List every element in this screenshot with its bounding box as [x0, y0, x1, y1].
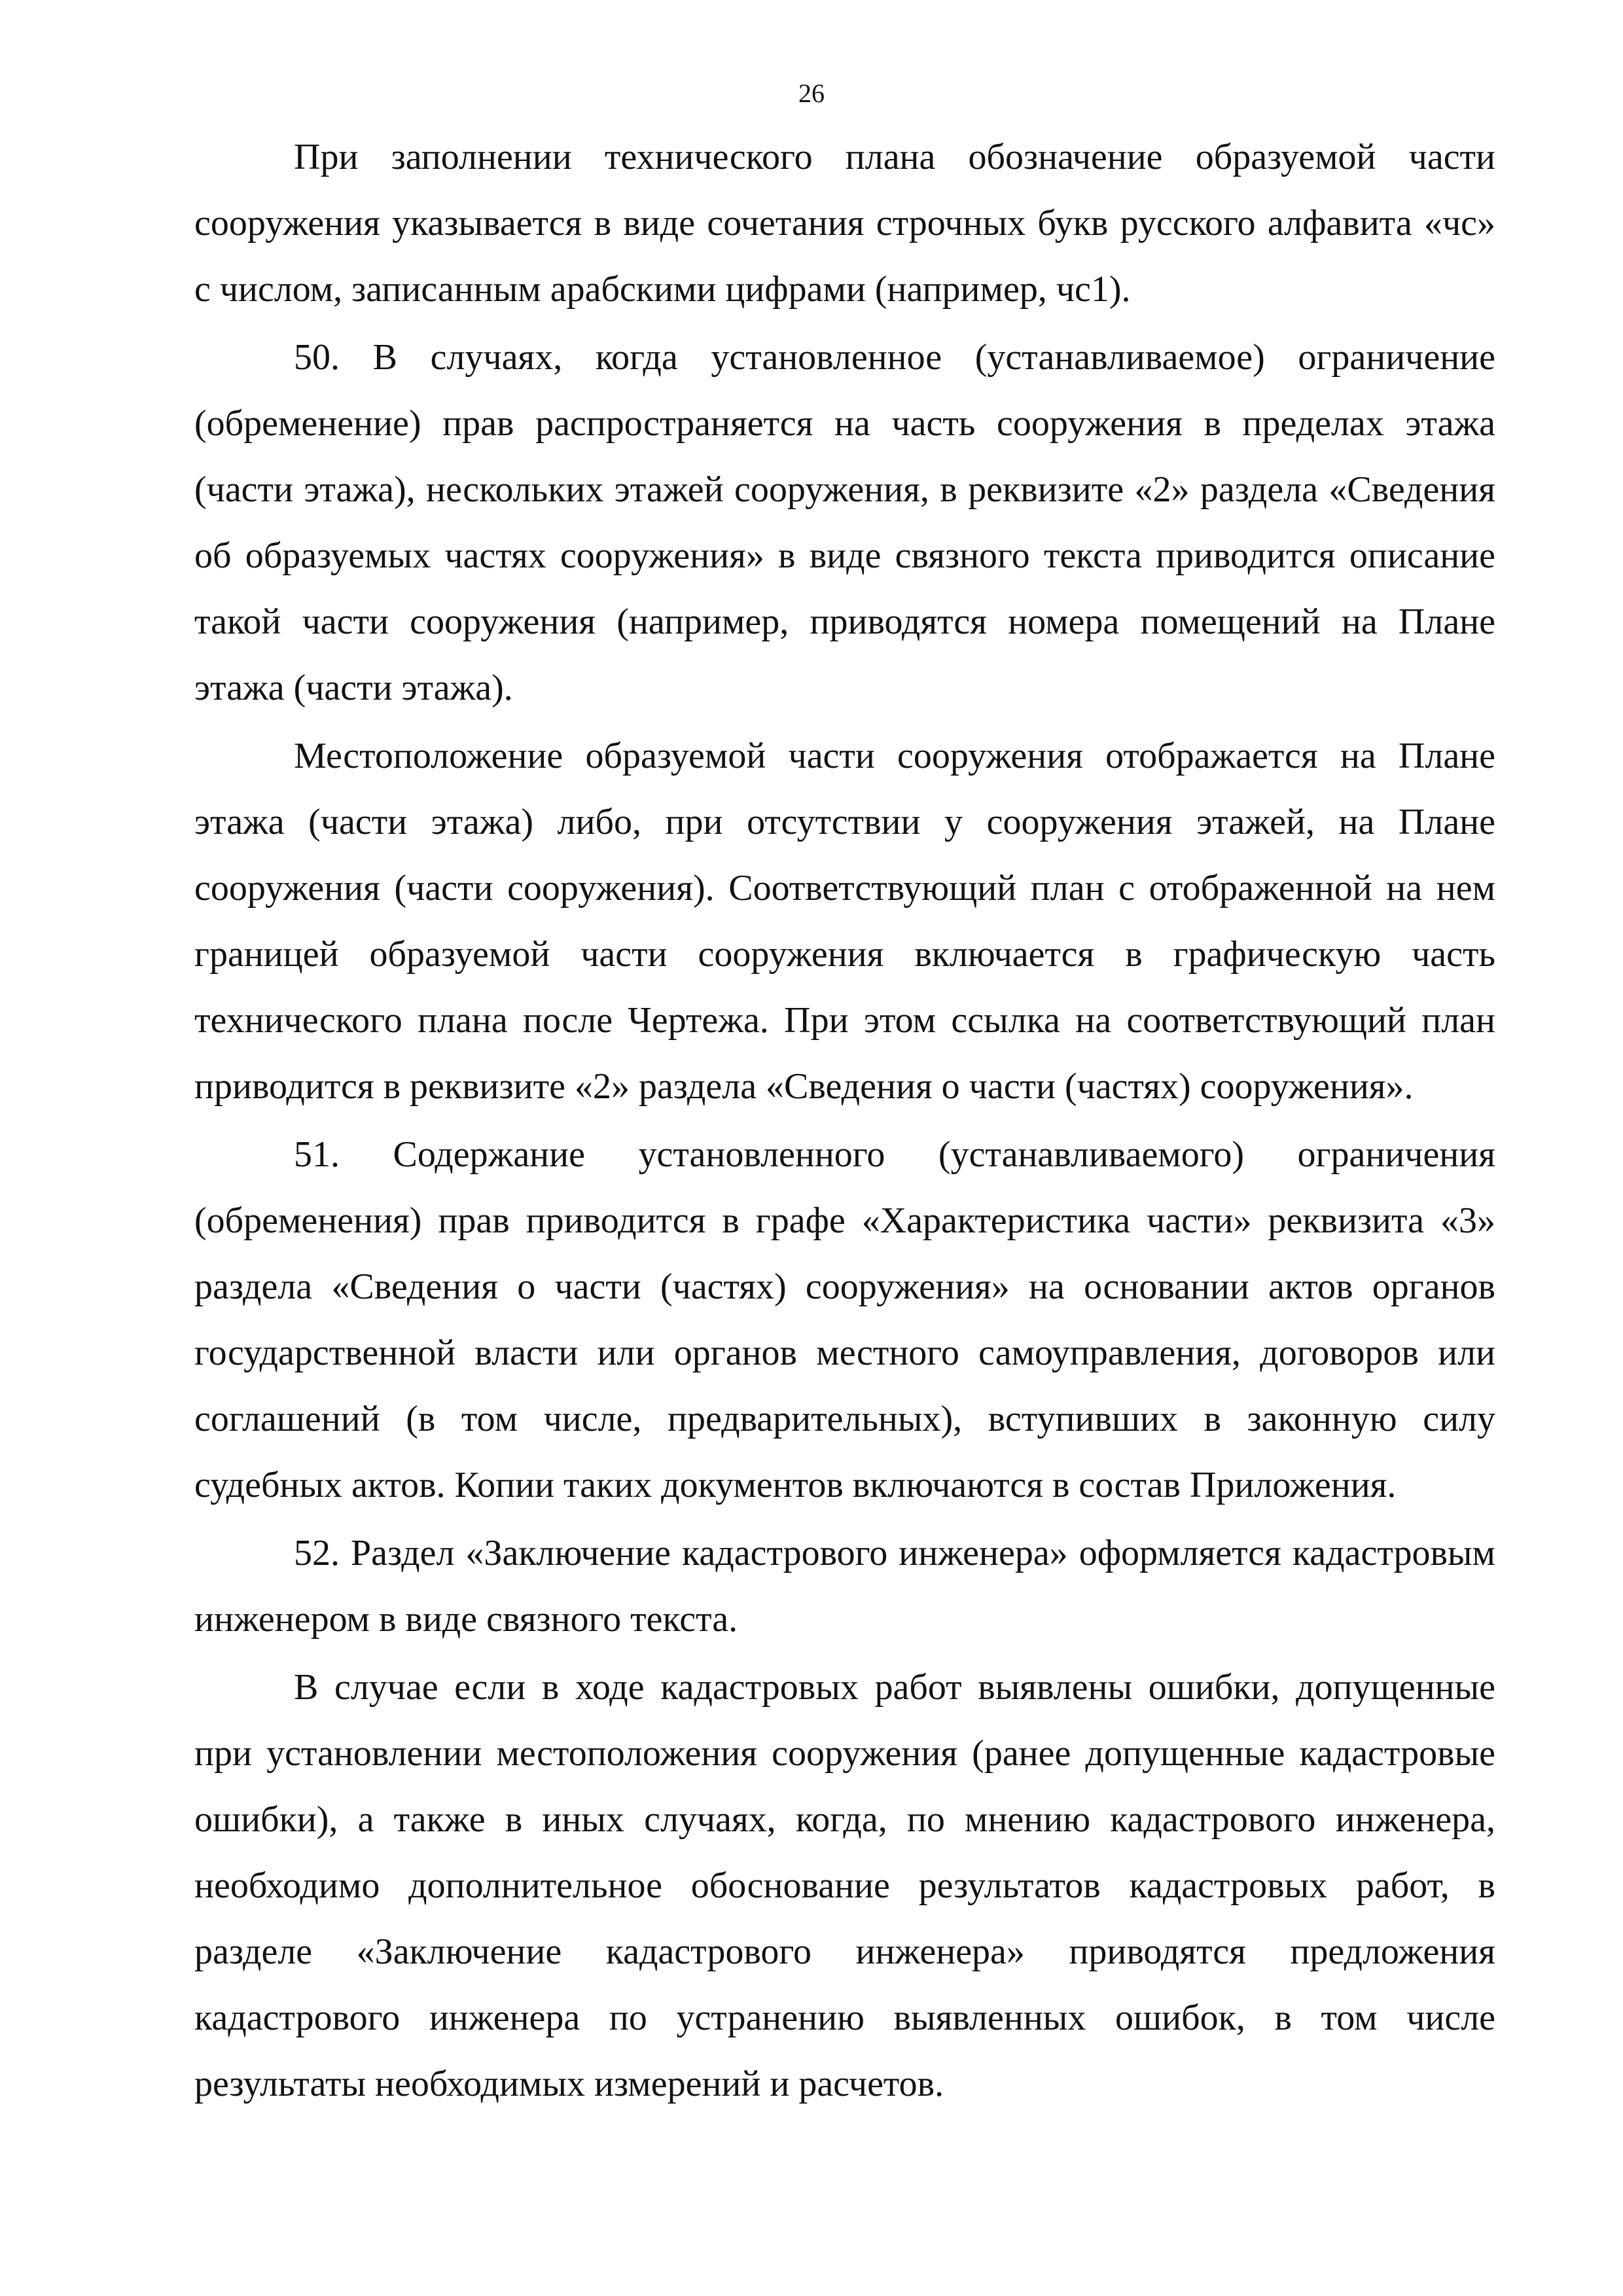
paragraph-location: Местоположение образуемой части сооружения отображается на Плане этажа (части этажа) либо, при отсутствии у сооружения этажей, на Плане сооружения (части сооружения). Соответствующий план с отображенной на нем границей образуемой части сооружения включается в графическую часть технического плана после Чертежа. При этом ссылка на соответствующий план приводится в реквизите «2» раздела «Сведения о части (частях) сооружения».	[194, 736, 1495, 1107]
document-body	[194, 124, 1495, 2119]
page-number: 26	[798, 79, 825, 108]
paragraph-51: 51. Содержание установленного (устанавливаемого) ограничения (обременения) прав приводится в графе «Характеристика части» реквизита «3» раздела «Сведения о части (частях) сооружения» на основании актов органов государственной власти или органов местного самоуправления, договоров или соглашений (в том числе, предварительных), вступивших в законную силу судебных актов. Копии таких документов включаются в состав Приложения.	[194, 1134, 1495, 1505]
paragraph-errors: В случае если в ходе кадастровых работ выявлены ошибки, допущенные при установлении местоположения сооружения (ранее допущенные кадастровые ошибки), а также в иных случаях, когда, по мнению кадастрового инженера, необходимо дополнительное обоснование результатов кадастровых работ, в разделе «Заключение кадастрового инженера» приводятся предложения кадастрового инженера по устранению выявленных ошибок, в том числе результаты необходимых измерений и расчетов.	[194, 1667, 1495, 2104]
paragraph-52: 52. Раздел «Заключение кадастрового инженера» оформляется кадастровым инженером в виде связного текста.	[194, 1533, 1495, 1640]
paragraph-part-designation: При заполнении технического плана обозначение образуемой части сооружения указывается в виде сочетания строчных букв русского алфавита «чс» с числом, записанным арабскими цифрами (например, чс1).	[194, 137, 1495, 310]
paragraph-50: 50. В случаях, когда установленное (устанавливаемое) ограничение (обременение) прав распространяется на часть сооружения в пределах этажа (части этажа), нескольких этажей сооружения, в реквизите «2» раздела «Сведения об образуемых частях сооружения» в виде связного текста приводится описание такой части сооружения (например, приводятся номера помещений на Плане этажа (части этажа).	[194, 337, 1495, 708]
